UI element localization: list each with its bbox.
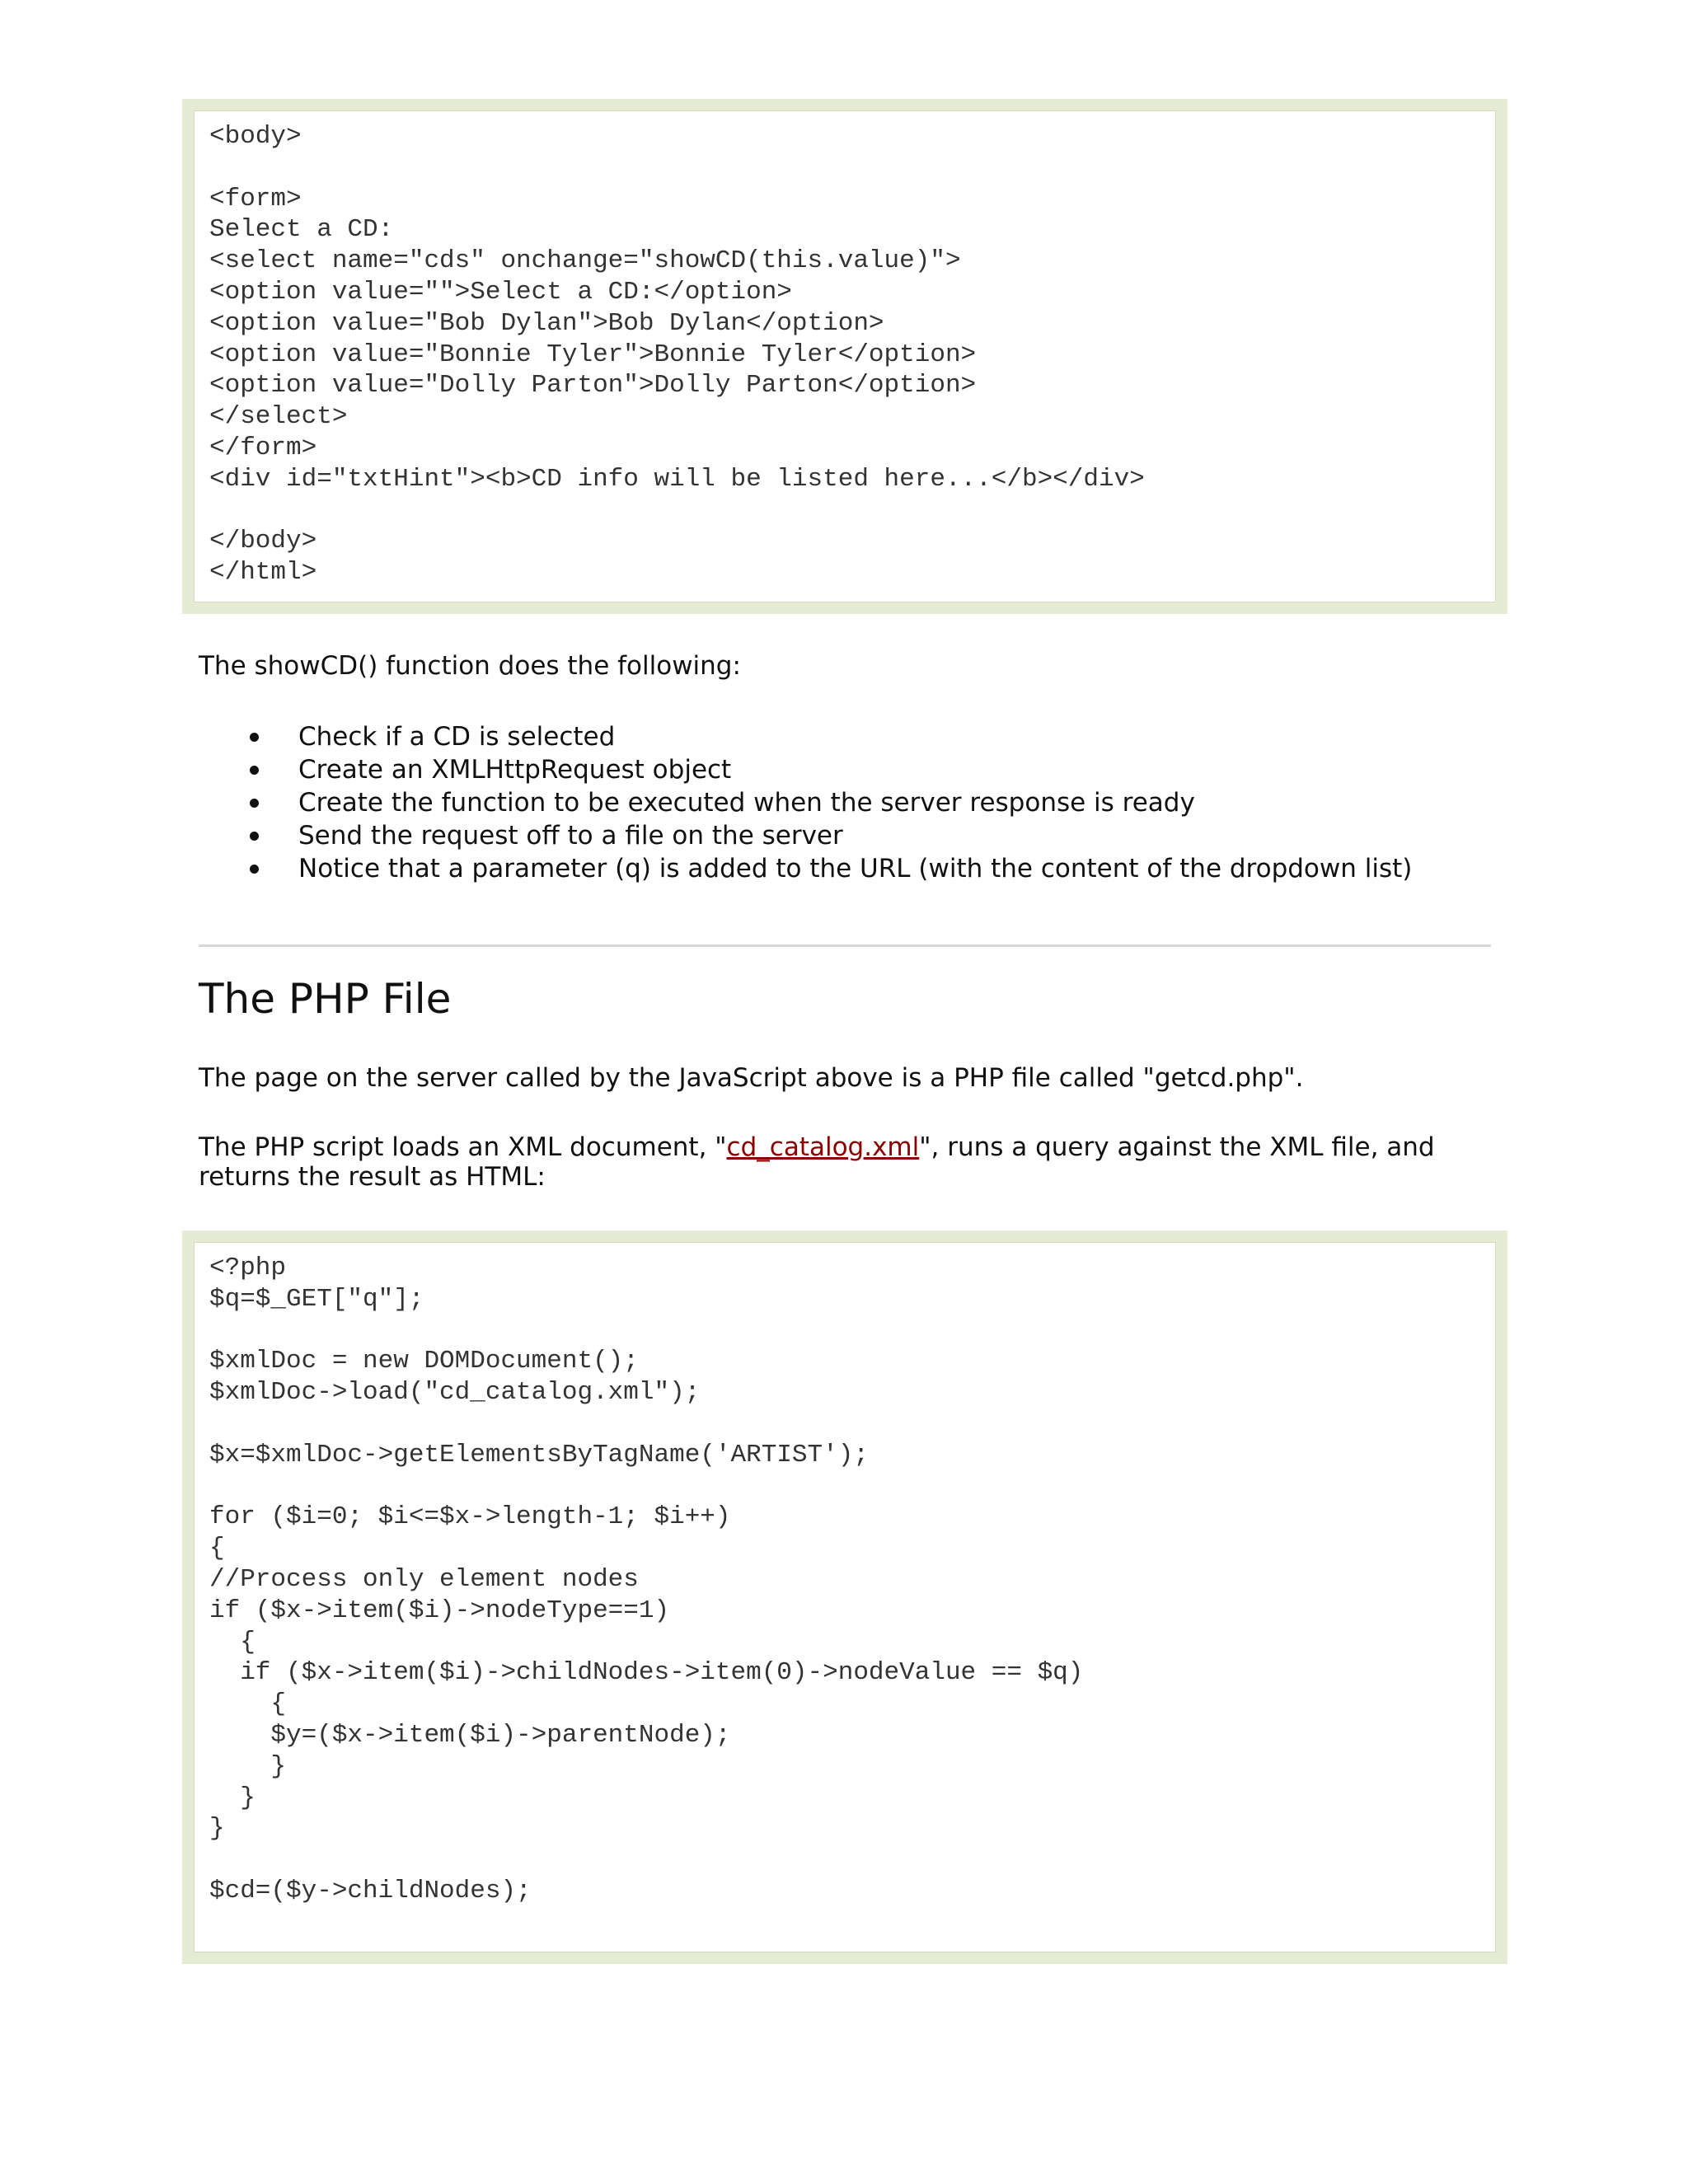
paragraph-getcd: The page on the server called by the JavaScript above is a PHP file called "getcd.php". [199, 1063, 1304, 1093]
bullet-icon [250, 832, 259, 841]
list-item [199, 852, 1412, 885]
bullet-icon [250, 799, 259, 808]
code-line: { [209, 1627, 256, 1657]
list-item-text: Check if a CD is selected [298, 722, 616, 752]
paragraph-text: The PHP script loads an XML document, " [199, 1132, 727, 1162]
list-item [199, 786, 1412, 819]
code-line: if ($x->item($i)->childNodes->item(0)->nodeValue == $q) [209, 1658, 1084, 1688]
code-line: { [209, 1534, 225, 1563]
code-line: } [209, 1783, 256, 1812]
code-line [209, 152, 1495, 184]
code-line: <div id="txtHint"><b>CD info will be listed here...</b></div> [209, 464, 1145, 494]
steps-list [199, 720, 1412, 885]
code-line: <select name="cds" onchange="showCD(this.value)"> [209, 246, 961, 276]
code-line: <body> [209, 122, 302, 151]
code-line: <option value="Dolly Parton">Dolly Parton</option> [209, 371, 977, 401]
list-item-text: Notice that a parameter (q) is added to the URL (with the content of the dropdown list) [298, 854, 1413, 883]
php-code-content [194, 1242, 1496, 1952]
code-line [209, 1844, 1495, 1876]
code-line: } [209, 1751, 287, 1781]
code-line: $xmlDoc->load("cd_catalog.xml"); [209, 1378, 701, 1408]
code-line: </select> [209, 402, 348, 432]
code-line: <?php [209, 1254, 287, 1282]
code-line: for ($i=0; $i<=$x->length-1; $i++) [209, 1502, 731, 1532]
code-line: $y=($x->item($i)->parentNode); [209, 1720, 731, 1750]
paragraph-xml-line-1 [199, 1132, 1435, 1162]
list-item-text: Create an XMLHttpRequest object [298, 755, 732, 785]
code-line: <option value="Bob Dylan">Bob Dylan</option> [209, 308, 884, 338]
code-line: <form> [209, 184, 302, 213]
code-line: $cd=($y->childNodes); [209, 1876, 532, 1905]
list-item [199, 819, 1412, 852]
code-line [209, 1471, 1495, 1502]
code-line: if ($x->item($i)->nodeType==1) [209, 1596, 670, 1625]
code-line [209, 495, 1495, 527]
code-line: </form> [209, 433, 317, 462]
code-line: $q=$_GET["q"]; [209, 1284, 424, 1314]
cd-catalog-link[interactable]: cd_catalog.xml [726, 1132, 920, 1162]
code-line: </body> [209, 527, 317, 556]
intro-text: The showCD() function does the following: [199, 651, 741, 681]
html-code-content [194, 110, 1496, 602]
code-line: <option value="">Select a CD:</option> [209, 277, 792, 307]
paragraph-text: ", runs a query against the XML file, and [919, 1132, 1435, 1162]
code-line: </html> [209, 558, 317, 588]
bullet-icon [250, 766, 259, 775]
section-heading: The PHP File [199, 975, 452, 1023]
code-line: { [209, 1690, 287, 1719]
html-code-block [182, 99, 1507, 614]
code-line: $x=$xmlDoc->getElementsByTagName('ARTIST'); [209, 1440, 869, 1469]
bullet-icon [250, 733, 259, 742]
list-item-text: Create the function to be executed when the server response is ready [298, 788, 1195, 818]
code-line: //Process only element nodes [209, 1564, 639, 1594]
paragraph-xml-line-2: returns the result as HTML: [199, 1162, 546, 1192]
code-line [209, 1315, 1495, 1347]
php-code-block [182, 1230, 1507, 1964]
list-item [199, 753, 1412, 786]
list-item-text: Send the request off to a file on the server [298, 821, 843, 851]
code-line: Select a CD: [209, 215, 394, 245]
bullet-icon [250, 865, 259, 874]
code-line: <option value="Bonnie Tyler">Bonnie Tyler</option> [209, 340, 977, 369]
code-line [209, 1408, 1495, 1440]
list-item [199, 720, 1412, 753]
code-line: } [209, 1814, 225, 1844]
code-line: $xmlDoc = new DOMDocument(); [209, 1347, 639, 1376]
section-divider [199, 944, 1491, 947]
